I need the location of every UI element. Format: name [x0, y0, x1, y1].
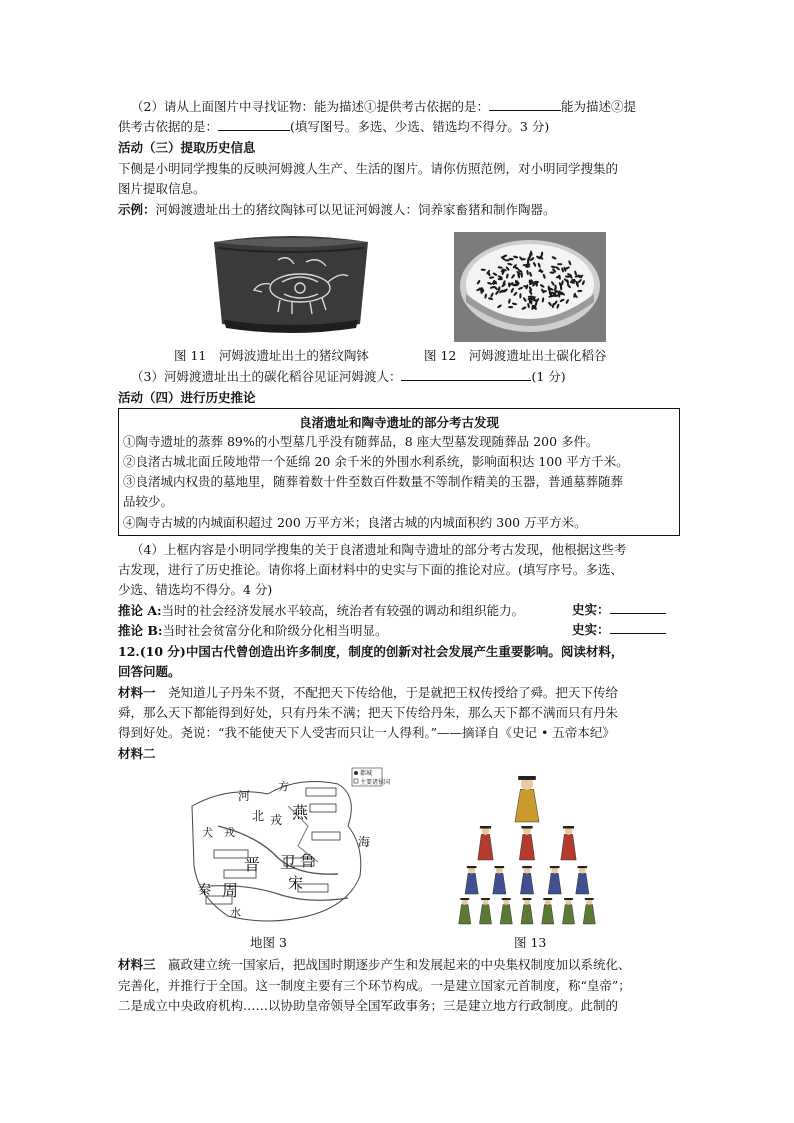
q4-line-2: 古发现，进行了历史推论。请你将上面材料中的史实与下面的推论对应。(填写序号。多选、 — [118, 562, 623, 577]
activity3-title: 活动（三）提取历史信息 — [118, 140, 256, 155]
material1-line-3: 得到好处。尧说：“我不能使天下人受害而只让一人得利。”——摘译自《史记 • 五帝本纪》 — [118, 725, 615, 740]
finding-3b: 品较少。 — [123, 494, 174, 509]
answer-blank[interactable] — [610, 601, 666, 614]
q2-line-1: （2）请从上面图片中寻找证物：能为描述①提供考古依据的是： 能为描述②提 — [131, 99, 636, 114]
q12-title-1: 12.(10 分)中国古代曾创造出许多制度，制度的创新对社会发展产生重要影响。阅读材料， — [118, 644, 624, 659]
fig13-caption: 图 13 — [514, 935, 547, 950]
inference-b-fact: 史实： — [572, 621, 666, 639]
activity4-title: 活动（四）进行历史推论 — [118, 390, 256, 405]
q4-line-1: （4）上框内容是小明同学搜集的关于良渚遗址和陶寺遗址的部分考古发现，他根据这些考 — [131, 542, 627, 557]
map-label-fang: 方 — [278, 780, 289, 793]
map-label-jin: 晋 — [244, 855, 261, 874]
feudal-hierarchy-pyramid-image — [444, 768, 610, 928]
western-zhou-map-image — [188, 766, 391, 930]
q4-line-3: 少选、错选均不得分。4 分) — [118, 582, 273, 597]
material2-label: 材料二 — [118, 746, 156, 761]
material3-line-3: 二是成立中央政府机构……以协助皇帝领导全国军政事务；三是建立地方行政制度。此制的 — [118, 998, 619, 1013]
inference-b: 推论 B:当时社会贫富分化和阶级分化相当明显。 — [118, 623, 388, 638]
map-label-rong1: 戎 — [270, 813, 283, 827]
fig12-caption: 图 12 河姆渡遗址出土碳化稻谷 — [424, 348, 607, 363]
inference-a-fact: 史实： — [572, 601, 666, 619]
map-label-song: 宋 — [288, 874, 304, 892]
finding-4: ④陶寺古城的内城面积超过 200 万平方米；良渚古城的内城面积约 300 万平方米。 — [123, 515, 587, 530]
map-label-zhou: 周 — [222, 881, 239, 900]
inference-a: 推论 A:当时的社会经济发展水平较高，统治者有较强的调动和组织能力。 — [118, 603, 525, 618]
map-label-legend2: 主要诸侯国 — [360, 779, 391, 786]
map-label-yan: 燕 — [292, 803, 309, 822]
map-label-shui: 水 — [230, 906, 241, 919]
archaeology-findings-box — [118, 408, 680, 536]
map-label-legend1: 都城 — [360, 770, 373, 777]
carbonized-rice-image — [454, 232, 606, 342]
finding-2: ②良渚古城北面丘陵地带一个延绵 20 余千米的外围水利系统，影响面积达 100 平方千米。 — [123, 454, 629, 469]
material1-line-2: 舜，那么天下都能得到好处，只有丹朱不满；把天下传给丹朱，那么天下都不满而只有丹朱 — [118, 705, 619, 720]
activity3-example: 示例：河姆渡遗址出土的猪纹陶钵可以见证河姆渡人：饲养家畜猪和制作陶器。 — [118, 202, 556, 217]
map-label-wei: 卫 — [280, 853, 297, 872]
finding-3a: ③良渚城内权贵的墓地里，随葬着数十件至数百件数量不等制作精美的玉器，普通墓葬随葬 — [123, 474, 624, 489]
answer-blank[interactable] — [218, 118, 290, 131]
q12-title-2: 回答问题。 — [118, 664, 181, 679]
answer-blank[interactable] — [610, 621, 666, 634]
q3-line: （3）河姆渡遗址出土的碳化稻谷见证河姆渡人： (1 分) — [131, 369, 566, 384]
answer-blank[interactable] — [401, 368, 531, 381]
map-label-quanrong: 犬 戎 — [202, 826, 235, 839]
box-title: 良渚遗址和陶寺遗址的部分考古发现 — [298, 415, 499, 430]
map-label-hai: 海 — [358, 835, 371, 849]
pig-pottery-bowl-image — [208, 232, 374, 340]
fig11-caption: 图 11 河姆波遗址出土的猪纹陶钵 — [174, 348, 369, 363]
q2-line-2: 供考古依据的是： (填写图号。多选、少选、错选均不得分。3 分) — [118, 119, 550, 134]
map-label-bei: 北 — [252, 809, 265, 823]
material3-line-1: 材料三 嬴政建立统一国家后，把战国时期逐步产生和发展起来的中央集权制度加以系统化、 — [118, 957, 631, 972]
activity3-intro-1: 下侧是小明同学搜集的反映河姆渡人生产、生活的图片。请你仿照范例，对小明同学搜集的 — [118, 161, 619, 176]
material3-line-2: 完善化，并推行于全国。这一制度主要有三个环节构成。一是建立国家元首制度，称“皇帝”； — [118, 978, 631, 993]
finding-1: ①陶寺遗址的蒸葬 89%的小型墓几乎没有随葬品，8 座大型墓发现随葬品 200 多件。 — [123, 434, 599, 449]
map-label-lu: 鲁 — [300, 852, 316, 870]
material1-line-1: 材料一 尧知道儿子丹朱不贤，不配把天下传给他，于是就把王权传授给了舜。把天下传给 — [118, 685, 619, 700]
map-label-qin: 秦 — [198, 883, 212, 898]
answer-blank[interactable] — [489, 98, 561, 111]
map3-caption: 地图 3 — [250, 935, 287, 950]
map-label-he: 河 — [238, 789, 251, 803]
activity3-intro-2: 图片提取信息。 — [118, 181, 206, 196]
